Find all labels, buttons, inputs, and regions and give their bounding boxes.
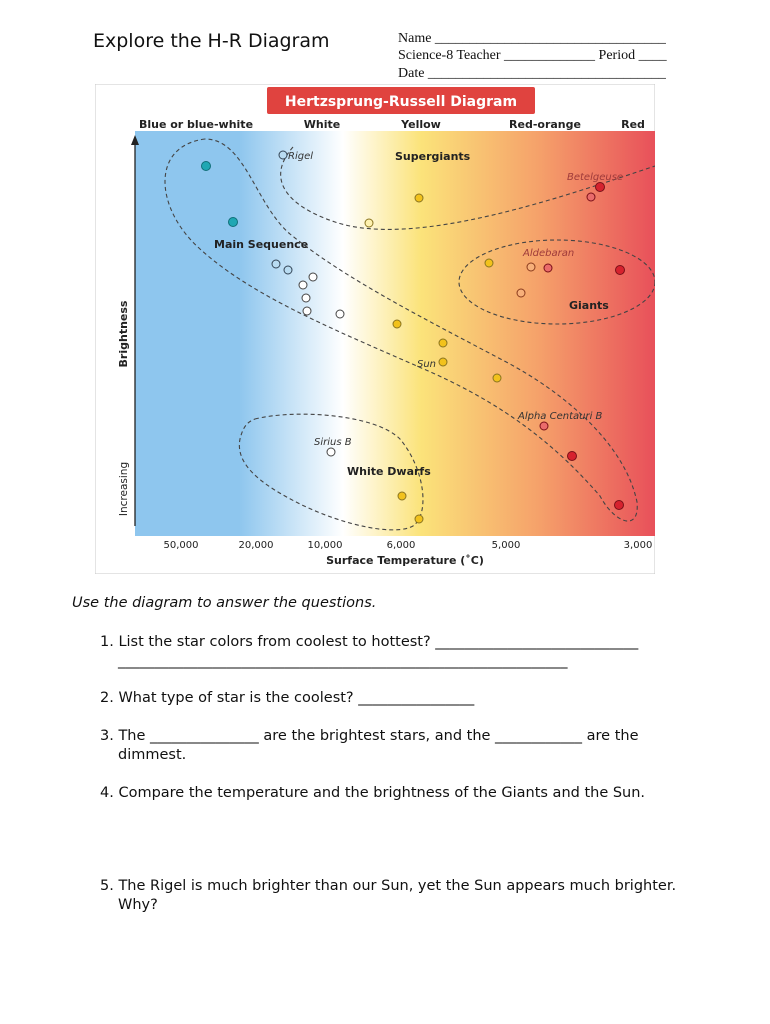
star-dot: [415, 515, 423, 523]
question-3: 3. The _______________ are the brightest stars, and the ____________ are the: [100, 728, 639, 744]
star-dot-alpha-centauri-b: [540, 422, 548, 430]
star-label-aldebaran: Aldebaran: [523, 248, 575, 259]
color-label-blue: Blue or blue-white: [138, 118, 254, 131]
star-dot: [284, 266, 292, 274]
temp-tick-10000: 10,000: [307, 540, 343, 551]
science-teacher-period-field[interactable]: Science-8 Teacher _____________ Period ____: [398, 48, 667, 63]
temp-tick-6000: 6,000: [386, 540, 416, 551]
name-field[interactable]: Name _________________________________: [398, 31, 666, 46]
y-axis-label: Brightness: [117, 300, 130, 368]
question-5: 5. The Rigel is much brighter than our Sun, yet the Sun appears much brighter.: [100, 878, 677, 894]
star-label-sun: Sun: [417, 359, 437, 370]
star-dot-betelgeuse: [596, 183, 605, 192]
temp-tick-20000: 20,000: [238, 540, 274, 551]
star-dot: [303, 307, 311, 315]
star-dot-sun: [439, 358, 447, 366]
star-label-alpha-centauri-b: Alpha Centauri B: [518, 411, 603, 422]
star-dot: [393, 320, 401, 328]
question-3-continued: dimmest.: [118, 747, 187, 763]
star-dot: [616, 266, 625, 275]
star-dot: [517, 289, 525, 297]
question-4: 4. Compare the temperature and the brightness of the Giants and the Sun.: [100, 785, 646, 801]
hr-diagram: [95, 84, 655, 574]
star-dot: [568, 452, 577, 461]
star-dot: [493, 374, 501, 382]
star-label-rigel: Rigel: [288, 151, 314, 162]
color-label-yellow: Yellow: [401, 118, 441, 131]
question-2: 2. What type of star is the coolest? ________________: [100, 690, 475, 706]
group-label-supergiants: Supergiants: [395, 150, 471, 163]
star-dot: [439, 339, 447, 347]
question-1: 1. List the star colors from coolest to hottest? ____________________________: [100, 634, 639, 650]
group-label-main-sequence: Main Sequence: [214, 238, 309, 251]
color-label-red-orange: Red-orange: [509, 118, 581, 131]
color-label-white: White: [303, 118, 341, 131]
worksheet-title: Explore the H-R Diagram: [93, 30, 330, 52]
diagram-title: Hertzsprung-Russell Diagram: [284, 94, 518, 110]
group-label-giants: Giants: [569, 299, 609, 312]
star-dot: [365, 219, 373, 227]
color-label-red: Red: [621, 118, 645, 131]
star-dot: [299, 281, 307, 289]
star-dot-sirius-b: [327, 448, 335, 456]
star-dot: [272, 260, 280, 268]
star-label-sirius-b: Sirius B: [314, 437, 352, 448]
date-field[interactable]: Date __________________________________: [398, 66, 666, 81]
star-dot: [587, 193, 595, 201]
temp-tick-5000: 5,000: [491, 540, 521, 551]
questions-intro: Use the diagram to answer the questions.: [72, 595, 377, 611]
star-dot: [336, 310, 344, 318]
star-dot: [544, 264, 552, 272]
question-5-continued: Why?: [118, 897, 158, 913]
star-dot: [398, 492, 406, 500]
star-dot: [615, 501, 624, 510]
star-dot: [229, 218, 238, 227]
star-dot: [302, 294, 310, 302]
star-dot: [527, 263, 535, 271]
group-label-white-dwarfs: White Dwarfs: [347, 465, 431, 478]
y-axis-sublabel: Increasing: [118, 461, 130, 517]
star-dot: [309, 273, 317, 281]
star-label-betelgeuse: Betelgeuse: [567, 172, 624, 183]
temp-tick-50000: 50,000: [163, 540, 199, 551]
star-dot: [485, 259, 493, 267]
question-1-answer-line[interactable]: ______________________________________________________________: [118, 653, 568, 669]
star-dot-rigel: [279, 151, 287, 159]
temp-tick-3000: 3,000: [623, 540, 653, 551]
star-dot: [202, 162, 211, 171]
x-axis-label: Surface Temperature (˚C): [326, 554, 484, 567]
star-dot: [415, 194, 423, 202]
